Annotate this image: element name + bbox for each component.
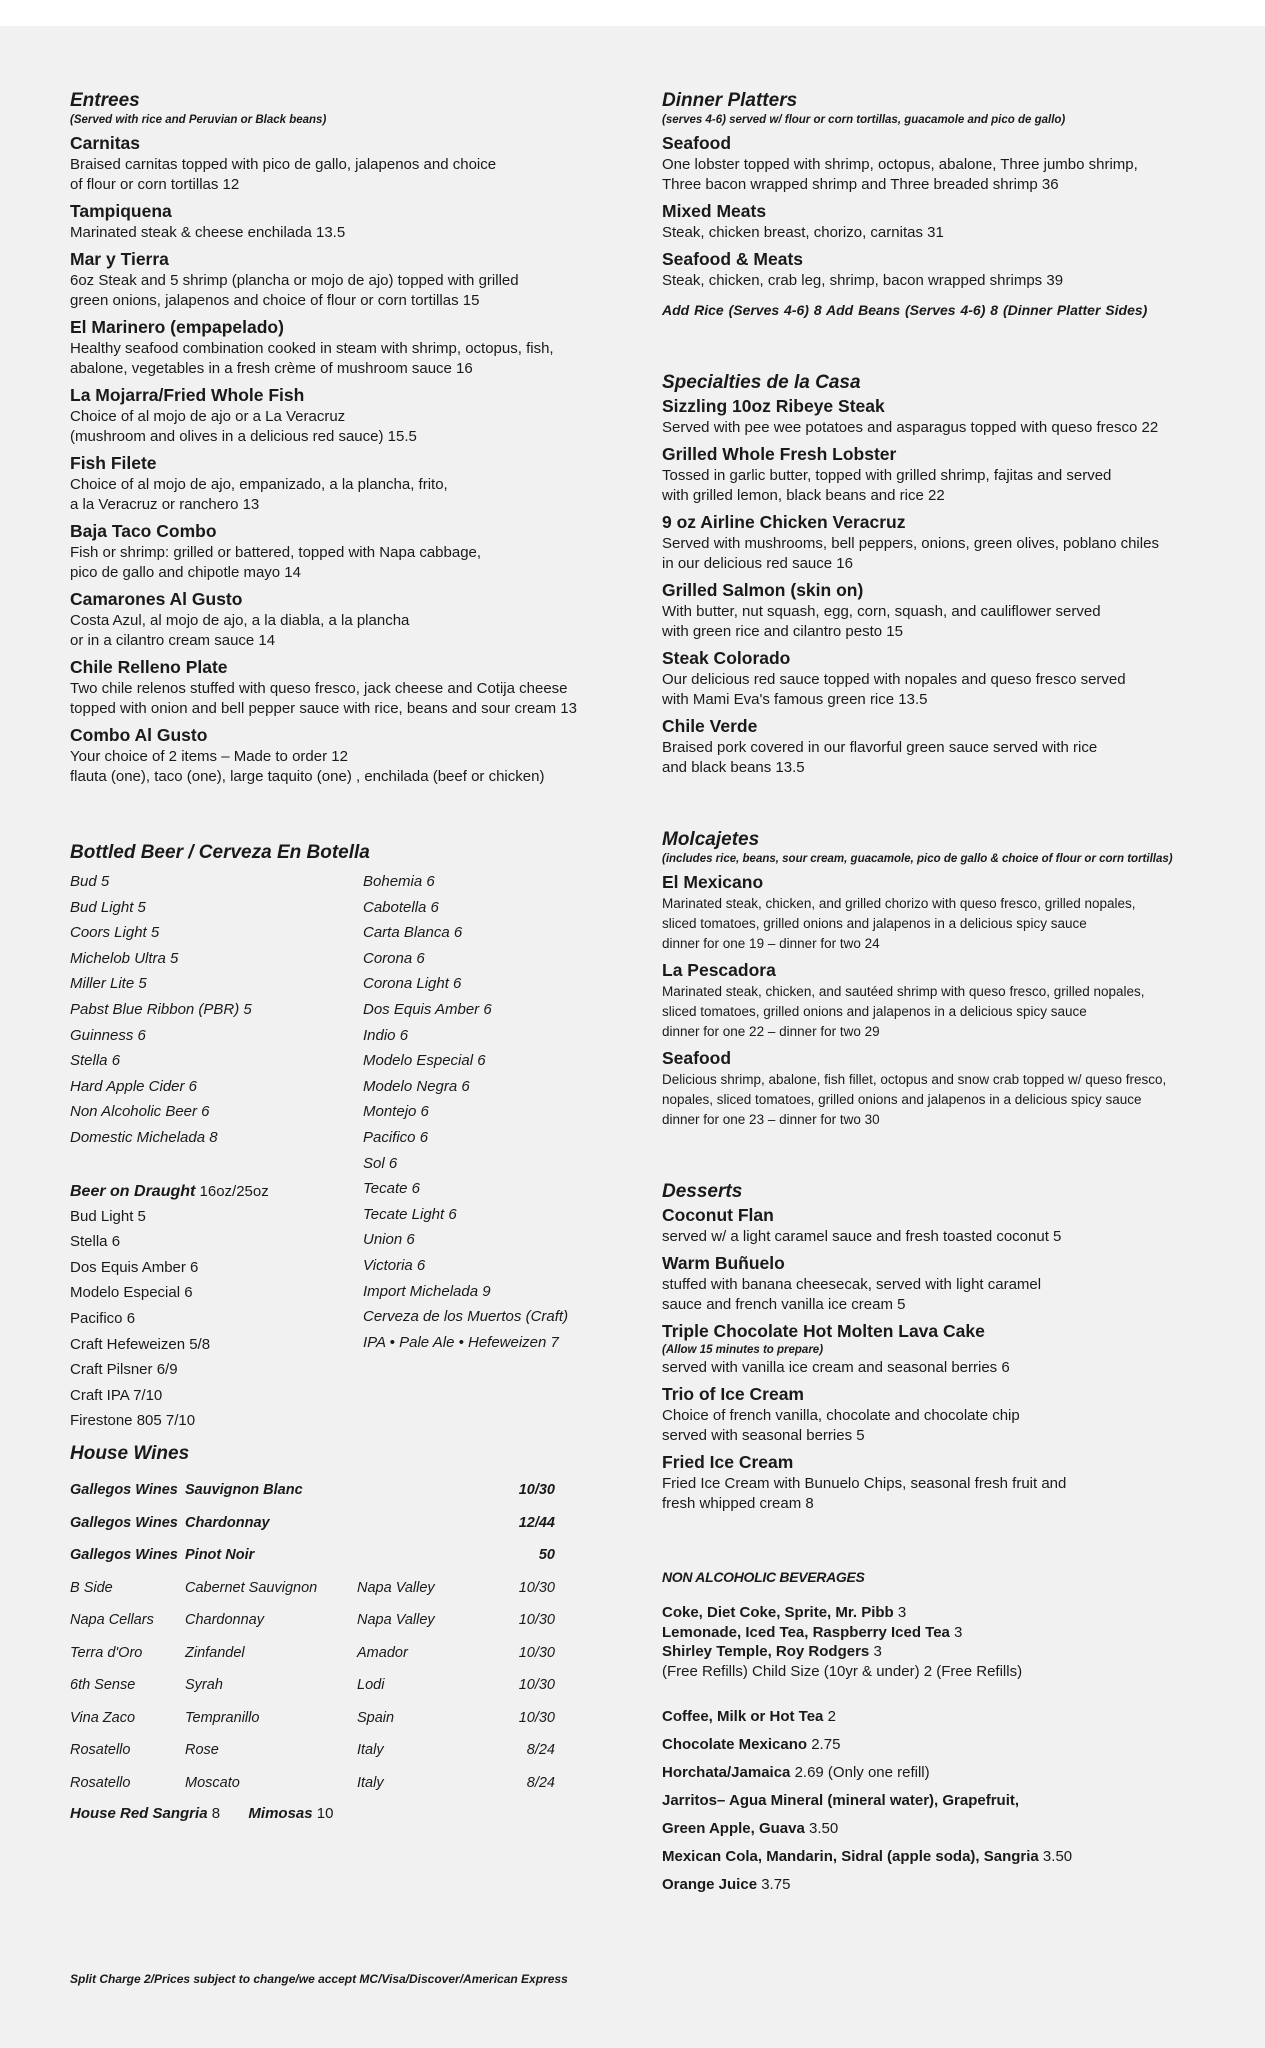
menu-item-description: stuffed with banana cheesecak, served with light caramel sauce and french vanilla ice cream 5: [662, 1276, 1042, 1313]
wine-region: [357, 1539, 485, 1572]
entrees-title: Entrees: [70, 90, 140, 111]
wine-price: 10/30: [518, 1709, 555, 1726]
menu-item-name: El Marinero (empapelado): [70, 317, 284, 337]
beverage-line: [662, 1731, 1192, 1759]
wine-price: 50: [538, 1547, 555, 1564]
beverage-line: [662, 1623, 1192, 1643]
right-column: [662, 89, 1192, 1899]
wine-row: [70, 1669, 555, 1702]
beer-item: Sol 6: [363, 1154, 398, 1172]
menu-item-name: Combo Al Gusto: [70, 725, 208, 745]
menu-item-name: Sizzling 10oz Ribeye Steak: [662, 396, 885, 416]
menu-item: [70, 724, 590, 787]
beer-item: Cabotella 6: [363, 898, 439, 916]
wine-producer: Vina Zaco: [70, 1709, 136, 1726]
wine-row: [70, 1539, 555, 1572]
menu-item-name: Coconut Flan: [662, 1205, 774, 1225]
menu-item: [662, 132, 1192, 195]
draught-item: Dos Equis Amber 6: [70, 1258, 199, 1276]
menu-item: [662, 579, 1192, 642]
beer-item: Modelo Negra 6: [363, 1077, 470, 1095]
footnote: Split Charge 2/Prices subject to change/we accept MC/Visa/Discover/American Express: [70, 1972, 568, 1986]
beer-item: Indio 6: [363, 1026, 409, 1044]
beverage-price: 3.75: [757, 1876, 791, 1893]
mimosas-label: Mimosas: [248, 1805, 313, 1822]
menu-item-description: Two chile relenos stuffed with queso fresco, jack cheese and Cotija cheese topped with onion and bell pepper sauce with rice, beans and sour cream 13: [70, 680, 577, 717]
menu-item-description: Choice of al mojo de ajo or a La Veracruz (mushroom and olives in a delicious red sauce) 15.5: [70, 408, 417, 445]
menu-item: [662, 395, 1192, 438]
menu-item-name: Seafood: [662, 133, 732, 153]
dinner-platters-note: (serves 4-6) served w/ flour or corn tortillas, guacamole and pico de gallo): [662, 114, 1066, 126]
wine-price: 10/30: [518, 1579, 555, 1596]
menu-item: [662, 959, 1192, 1042]
menu-item-name: Seafood & Meats: [662, 249, 803, 269]
beverage-line: [662, 1759, 1192, 1787]
menu-item: [662, 1383, 1192, 1446]
menu-item-description: Delicious shrimp, abalone, fish fillet, octopus and snow crab topped w/ queso fresco, nopales, sliced tomatoes, grilled onions and jalapenos in a delicious spicy sauce dinner for one 23 – dinner for two 30: [662, 1072, 1167, 1127]
beverage-name: Shirley Temple, Roy Rodgers: [662, 1643, 870, 1660]
menu-item: [662, 871, 1192, 954]
draught-sizes: 16oz/25oz: [195, 1182, 269, 1200]
beer-item: Domestic Michelada 8: [70, 1128, 218, 1146]
molcajetes-section: [662, 828, 1192, 1130]
molcajetes-title: Molcajetes: [662, 829, 760, 850]
menu-item-description: With butter, nut squash, egg, corn, squash, and cauliflower served with green rice and cilantro pesto 15: [662, 603, 1101, 640]
beverage-price: 2: [823, 1708, 836, 1725]
wine-row: [70, 1734, 555, 1767]
beer-item: Corona 6: [363, 949, 425, 967]
beer-item: Import Michelada 9: [363, 1282, 491, 1300]
beverage-name: Lemonade, Iced Tea, Raspberry Iced Tea: [662, 1623, 950, 1641]
menu-item-name: Mixed Meats: [662, 201, 767, 221]
beer-column-domestic: [70, 869, 360, 1434]
menu-item-name: Triple Chocolate Hot Molten Lava Cake: [662, 1321, 985, 1341]
wine-varietal: Syrah: [185, 1677, 223, 1694]
beverage-price: 3.50: [804, 1820, 839, 1837]
wine-region: Amador: [357, 1644, 408, 1661]
menu-item-description: Served with pee wee potatoes and asparagus topped with queso fresco 22: [662, 419, 1159, 436]
draught-item: Modelo Especial 6: [70, 1284, 193, 1302]
menu-item: [662, 1252, 1192, 1315]
beverage-name: Orange Juice: [662, 1876, 758, 1893]
wine-price: 12/44: [518, 1514, 555, 1531]
beverage-line: [662, 1815, 1192, 1843]
wine-row: [70, 1572, 555, 1605]
menu-item: [70, 200, 590, 243]
wine-producer: Rosatello: [70, 1742, 131, 1759]
menu-item-description: Tossed in garlic butter, topped with grilled shrimp, fajitas and served with grilled lemon, black beans and rice 22: [662, 467, 1112, 504]
menu-item-description: Choice of french vanilla, chocolate and chocolate chip served with seasonal berries 5: [662, 1407, 1020, 1444]
wine-price: 10/30: [518, 1644, 555, 1661]
desserts-title: Desserts: [662, 1181, 743, 1202]
wine-price: 10/30: [518, 1677, 555, 1694]
wine-row: [70, 1702, 555, 1735]
wine-varietal: Moscato: [185, 1774, 240, 1791]
draught-item: Craft Pilsner 6/9: [70, 1361, 178, 1379]
beverage-line: [662, 1703, 1192, 1731]
sangria-price: 8: [207, 1805, 221, 1822]
menu-item: [662, 1320, 1192, 1378]
wine-producer: B Side: [70, 1579, 113, 1596]
beverage-name: Coffee, Milk or Hot Tea: [662, 1708, 824, 1725]
wine-varietal: Tempranillo: [185, 1709, 260, 1726]
menu-item-description: Fish or shrimp: grilled or battered, topped with Napa cabbage, pico de gallo and chipotle mayo 14: [70, 544, 482, 581]
specialties-section: [662, 371, 1192, 778]
wine-producer: Napa Cellars: [70, 1612, 154, 1629]
beer-column-import: [363, 869, 593, 1355]
beverages-title: NON ALCOHOLIC BEVERAGES: [662, 1569, 865, 1585]
beer-item: Bohemia 6: [363, 873, 435, 890]
beverage-name: Horchata/Jamaica: [662, 1764, 791, 1781]
menu-item-name: Warm Buñuelo: [662, 1253, 785, 1273]
draught-item: Bud Light 5: [70, 1207, 146, 1225]
entrees-section: [70, 89, 590, 787]
beer-item: Dos Equis Amber 6: [363, 1000, 492, 1018]
beer-columns: [70, 869, 590, 1469]
menu-item: [662, 1451, 1192, 1514]
beverage-price: 3: [893, 1604, 907, 1621]
wine-row: [70, 1474, 555, 1507]
beer-item: Union 6: [363, 1231, 415, 1249]
menu-item-name: Tampiquena: [70, 201, 172, 221]
menu-item-name: La Mojarra/Fried Whole Fish: [70, 385, 305, 405]
beer-item: Montejo 6: [363, 1103, 429, 1121]
menu-item-name: Chile Verde: [662, 716, 758, 736]
menu-item: [662, 647, 1192, 710]
menu-item-description: Healthy seafood combination cooked in steam with shrimp, octopus, fish, abalone, vegetables in a fresh crème of mushroom sauce 16: [70, 340, 554, 377]
menu-item: [70, 656, 590, 719]
beverage-price: 3: [869, 1643, 882, 1660]
wine-price: 10/30: [518, 1482, 555, 1499]
wine-region: Spain: [357, 1709, 395, 1726]
mimosas-price: 10: [312, 1805, 334, 1822]
beer-item: Victoria 6: [363, 1256, 426, 1274]
beverage-line: [662, 1642, 1192, 1662]
wine-producer: Rosatello: [70, 1774, 131, 1791]
draught-item: Craft Hefeweizen 5/8: [70, 1335, 211, 1353]
menu-item: [662, 715, 1192, 778]
draught-item: Firestone 805 7/10: [70, 1412, 196, 1430]
wine-producer: 6th Sense: [70, 1677, 136, 1694]
beer-item: Bud 5: [70, 873, 110, 890]
menu-item: [662, 200, 1192, 243]
menu-item-description: served w/ a light caramel sauce and fresh toasted coconut 5: [662, 1228, 1062, 1245]
beer-item: Coors Light 5: [70, 924, 160, 942]
dinner-platters-section: [662, 89, 1192, 319]
beer-item: Tecate 6: [363, 1180, 420, 1198]
beer-item: Stella 6: [70, 1052, 121, 1070]
beverage-price: (Free Refills) Child Size (10yr & under) 2 (Free Refills): [662, 1662, 1023, 1680]
beverage-price: 2.69 (Only one refill): [790, 1764, 930, 1781]
beer-item: Cerveza de los Muertos (Craft): [363, 1308, 569, 1326]
menu-item-name: Carnitas: [70, 133, 141, 153]
beverage-line: [662, 1843, 1192, 1871]
beer-item: Non Alcoholic Beer 6: [70, 1103, 210, 1121]
menu-item-name: Grilled Whole Fresh Lobster: [662, 444, 897, 464]
bottled-beer-title: Bottled Beer / Cerveza En Botella: [70, 842, 370, 863]
menu-item-description: Costa Azul, al mojo de ajo, a la diabla, a la plancha or in a cilantro cream sauce 14: [70, 612, 410, 649]
beer-item: Corona Light 6: [363, 975, 462, 993]
beverage-price: 2.75: [807, 1736, 841, 1753]
menu-item-description: Braised carnitas topped with pico de gallo, jalapenos and choice of flour or corn tortillas 12: [70, 156, 497, 193]
wine-region: [357, 1474, 485, 1507]
wine-varietal: Chardonnay: [185, 1612, 264, 1629]
beer-item: Guinness 6: [70, 1026, 146, 1044]
menu-item-description: Steak, chicken breast, chorizo, carnitas 31: [662, 224, 944, 241]
menu-item-name: Baja Taco Combo: [70, 521, 217, 541]
wine-region: Italy: [357, 1742, 384, 1759]
dinner-platters-title: Dinner Platters: [662, 90, 798, 111]
beer-item: Tecate Light 6: [363, 1205, 457, 1223]
bottled-beer-section: [70, 841, 590, 1469]
menu-item-description: Our delicious red sauce topped with nopales and queso fresco served with Mami Eva's famous green rice 13.5: [662, 671, 1126, 708]
beverage-line: [662, 1603, 1192, 1623]
wine-price: 8/24: [526, 1742, 555, 1759]
menu-item-name: Chile Relleno Plate: [70, 657, 228, 677]
wine-price: 10/30: [518, 1612, 555, 1629]
wine-producer: Gallegos Wines: [70, 1547, 178, 1564]
menu-item-name: Steak Colorado: [662, 648, 791, 668]
wine-varietal: Cabernet Sauvignon: [185, 1579, 318, 1596]
wine-producer: Terra d'Oro: [70, 1644, 143, 1661]
beverage-line: [662, 1787, 1192, 1815]
wine-row: [70, 1767, 555, 1800]
menu-item: [70, 248, 590, 311]
menu-item-description: Steak, chicken, crab leg, shrimp, bacon wrapped shrimps 39: [662, 272, 1064, 289]
menu-item-name: 9 oz Airline Chicken Veracruz: [662, 512, 906, 532]
menu-item-description: Your choice of 2 items – Made to order 12 flauta (one), taco (one), large taquito (one) , enchilada (beef or chicken): [70, 748, 545, 785]
wine-price: 8/24: [526, 1774, 555, 1791]
menu-item-description: One lobster topped with shrimp, octopus, abalone, Three jumbo shrimp, Three bacon wrapped shrimp and Three breaded shrimp 36: [662, 156, 1138, 193]
wine-varietal: Sauvignon Blanc: [185, 1482, 303, 1499]
beverage-line: [662, 1662, 1192, 1682]
wine-producer: Gallegos Wines: [70, 1482, 178, 1499]
platter-sides: Add Rice (Serves 4-6) 8 Add Beans (Serves 4-6) 8 (Dinner Platter Sides): [662, 302, 1148, 318]
beverage-name: Mexican Cola, Mandarin, Sidral (apple soda), Sangria: [662, 1848, 1039, 1865]
beverage-price: 3: [949, 1623, 963, 1641]
menu-item: [662, 443, 1192, 506]
wine-region: Napa Valley: [357, 1612, 435, 1629]
house-wines-section: [70, 1442, 590, 1825]
menu-item-description: Choice of al mojo de ajo, empanizado, a la plancha, frito, a la Veracruz or ranchero 13: [70, 476, 448, 513]
wine-region: Napa Valley: [357, 1579, 435, 1596]
beer-item: Pacifico 6: [363, 1128, 429, 1146]
menu-item-description: Marinated steak, chicken, and grilled chorizo with queso fresco, grilled nopales, sliced tomatoes, grilled onions and jalapenos in a delicious spicy sauce dinner for one 19 – dinner for two 24: [662, 896, 1136, 951]
draught-item: Pacifico 6: [70, 1309, 136, 1327]
menu-item-name: Grilled Salmon (skin on): [662, 580, 864, 600]
beverage-name: Green Apple, Guava: [662, 1820, 805, 1837]
menu-item: [662, 511, 1192, 574]
molcajetes-note: (includes rice, beans, sour cream, guacamole, pico de gallo & choice of flour or corn tortillas): [662, 853, 1173, 865]
menu-item: [70, 384, 590, 447]
menu-item-name: Fried Ice Cream: [662, 1452, 794, 1472]
wine-region: Lodi: [357, 1677, 385, 1694]
menu-item-description: Fried Ice Cream with Bunuelo Chips, seasonal fresh fruit and fresh whipped cream 8: [662, 1475, 1067, 1512]
draught-title: Beer on Draught 16oz/25oz: [70, 1182, 269, 1200]
beer-item: Miller Lite 5: [70, 975, 147, 993]
desserts-section: [662, 1180, 1192, 1514]
menu-item: [662, 248, 1192, 291]
wine-row: [70, 1637, 555, 1670]
menu-item-name: La Pescadora: [662, 960, 776, 980]
beer-item: Modelo Especial 6: [363, 1052, 486, 1070]
menu-item-note: (Allow 15 minutes to prepare): [662, 1344, 824, 1356]
beer-item: Carta Blanca 6: [363, 924, 463, 942]
house-wines-title: House Wines: [70, 1443, 190, 1464]
sangria-label: House Red Sangria: [70, 1805, 208, 1822]
wine-varietal: Zinfandel: [185, 1644, 245, 1661]
left-column: [70, 89, 590, 1825]
wine-row: [70, 1604, 555, 1637]
menu-item: [70, 316, 590, 379]
menu-item: [70, 588, 590, 651]
beverage-name: Coke, Diet Coke, Sprite, Mr. Pibb: [662, 1604, 894, 1621]
menu-item-name: Fish Filete: [70, 453, 157, 473]
wine-region: Italy: [357, 1774, 384, 1791]
menu-item: [70, 132, 590, 195]
menu-item: [70, 452, 590, 515]
menu-item-name: Trio of Ice Cream: [662, 1384, 804, 1404]
beverage-price: 3.50: [1038, 1848, 1073, 1865]
menu-item: [662, 1204, 1192, 1247]
beer-item: IPA • Pale Ale • Hefeweizen 7: [363, 1333, 559, 1351]
beverage-name: Jarritos– Agua Mineral (mineral water), Grapefruit,: [662, 1792, 1020, 1809]
draught-item: Stella 6: [70, 1233, 121, 1251]
wine-varietal: Rose: [185, 1742, 219, 1759]
beverage-line: [662, 1871, 1192, 1899]
menu-item-name: Seafood: [662, 1048, 732, 1068]
wine-row: [70, 1507, 555, 1540]
beverages-section: [662, 1568, 1192, 1899]
menu-item: [662, 1047, 1192, 1130]
wine-varietal: Chardonnay: [185, 1514, 270, 1531]
wine-varietal: Pinot Noir: [185, 1547, 255, 1564]
beer-item: Bud Light 5: [70, 898, 146, 916]
entrees-note: (Served with rice and Peruvian or Black beans): [70, 114, 327, 126]
menu-item-description: Marinated steak & cheese enchilada 13.5: [70, 224, 346, 241]
menu-item-description: Marinated steak, chicken, and sautéed shrimp with queso fresco, grilled nopales, sliced tomatoes, grilled onions and jalapenos in a delicious spicy sauce dinner for one 22 – dinner for two 29: [662, 984, 1145, 1039]
beer-item: Pabst Blue Ribbon (PBR) 5: [70, 1000, 252, 1018]
menu-item-description: served with vanilla ice cream and seasonal berries 6: [662, 1359, 1010, 1376]
beverage-name: Chocolate Mexicano: [662, 1736, 808, 1753]
wine-producer: Gallegos Wines: [70, 1514, 178, 1531]
beer-item: Michelob Ultra 5: [70, 949, 179, 967]
specialties-title: Specialties de la Casa: [662, 372, 861, 393]
menu-item: [70, 520, 590, 583]
menu-item-description: 6oz Steak and 5 shrimp (plancha or mojo de ajo) topped with grilled green onions, jalapenos and choice of flour or corn tortillas 15: [70, 272, 519, 309]
wine-list: [70, 1474, 555, 1799]
menu-item-name: Camarones Al Gusto: [70, 589, 243, 609]
menu-item-name: Mar y Tierra: [70, 249, 169, 269]
menu-item-description: Served with mushrooms, bell peppers, onions, green olives, poblano chiles in our delicious red sauce 16: [662, 535, 1159, 572]
draught-item: Craft IPA 7/10: [70, 1386, 163, 1404]
wine-region: [357, 1507, 485, 1540]
beer-item: Hard Apple Cider 6: [70, 1077, 198, 1095]
menu-item-description: Braised pork covered in our flavorful green sauce served with rice and black beans 13.5: [662, 739, 1098, 776]
menu-item-name: El Mexicano: [662, 872, 764, 892]
sangria-mimosas: [70, 1803, 590, 1825]
